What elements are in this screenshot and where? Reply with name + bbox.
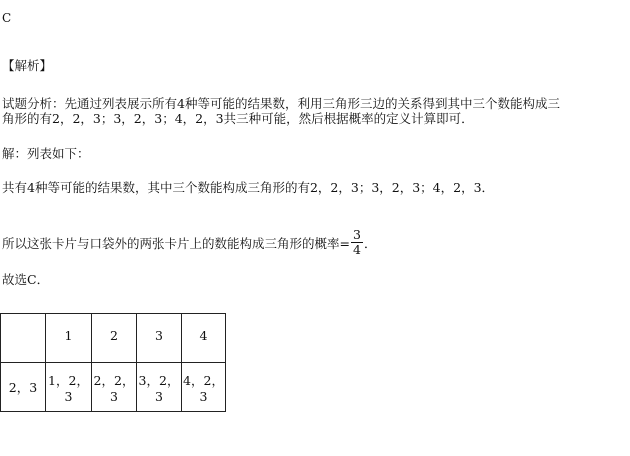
probability-line [2, 227, 377, 259]
fraction-denominator: 4 [352, 242, 361, 257]
probability-fraction [351, 228, 363, 257]
table-header-cell: 2 [92, 314, 137, 363]
fraction-numerator: 3 [352, 227, 361, 242]
table-header-cell: 3 [137, 314, 182, 363]
table-cell: 4，2，3 [182, 363, 226, 412]
analysis-line-2: 角形的有2，2，3；3，2，3；4，2，3共三种可能，然后根据概率的定义计算即可． [2, 111, 474, 126]
table-cell: 1，2，3 [46, 363, 92, 412]
analysis-line-1: 试题分析：先通过列表展示所有4种等可能的结果数，利用三角形三边的关系得到其中三个数能构成三 [2, 96, 560, 111]
table-header-row [1, 314, 226, 363]
outcome-table [0, 313, 226, 412]
table-header-cell: 4 [182, 314, 226, 363]
table-row [1, 363, 226, 412]
table-cell: 2，2，3 [92, 363, 137, 412]
answer-label: C [2, 11, 12, 25]
solution-intro: 解：列表如下： [2, 146, 90, 161]
section-title: 【解析】 [2, 58, 53, 73]
table-header-cell: 1 [46, 314, 92, 363]
result-text: 共有4种等可能的结果数，其中三个数能构成三角形的有2，2，3；3，2，3；4，2，3． [2, 180, 495, 195]
conclusion-text: 故选C． [2, 272, 50, 287]
probability-end: ． [363, 236, 377, 251]
probability-text: 所以这张卡片与口袋外的两张卡片上的数能构成三角形的概率= [2, 236, 350, 251]
table-header-cell [1, 314, 46, 363]
table-row-label: 2，3 [1, 363, 46, 412]
table-cell: 3，2，3 [137, 363, 182, 412]
